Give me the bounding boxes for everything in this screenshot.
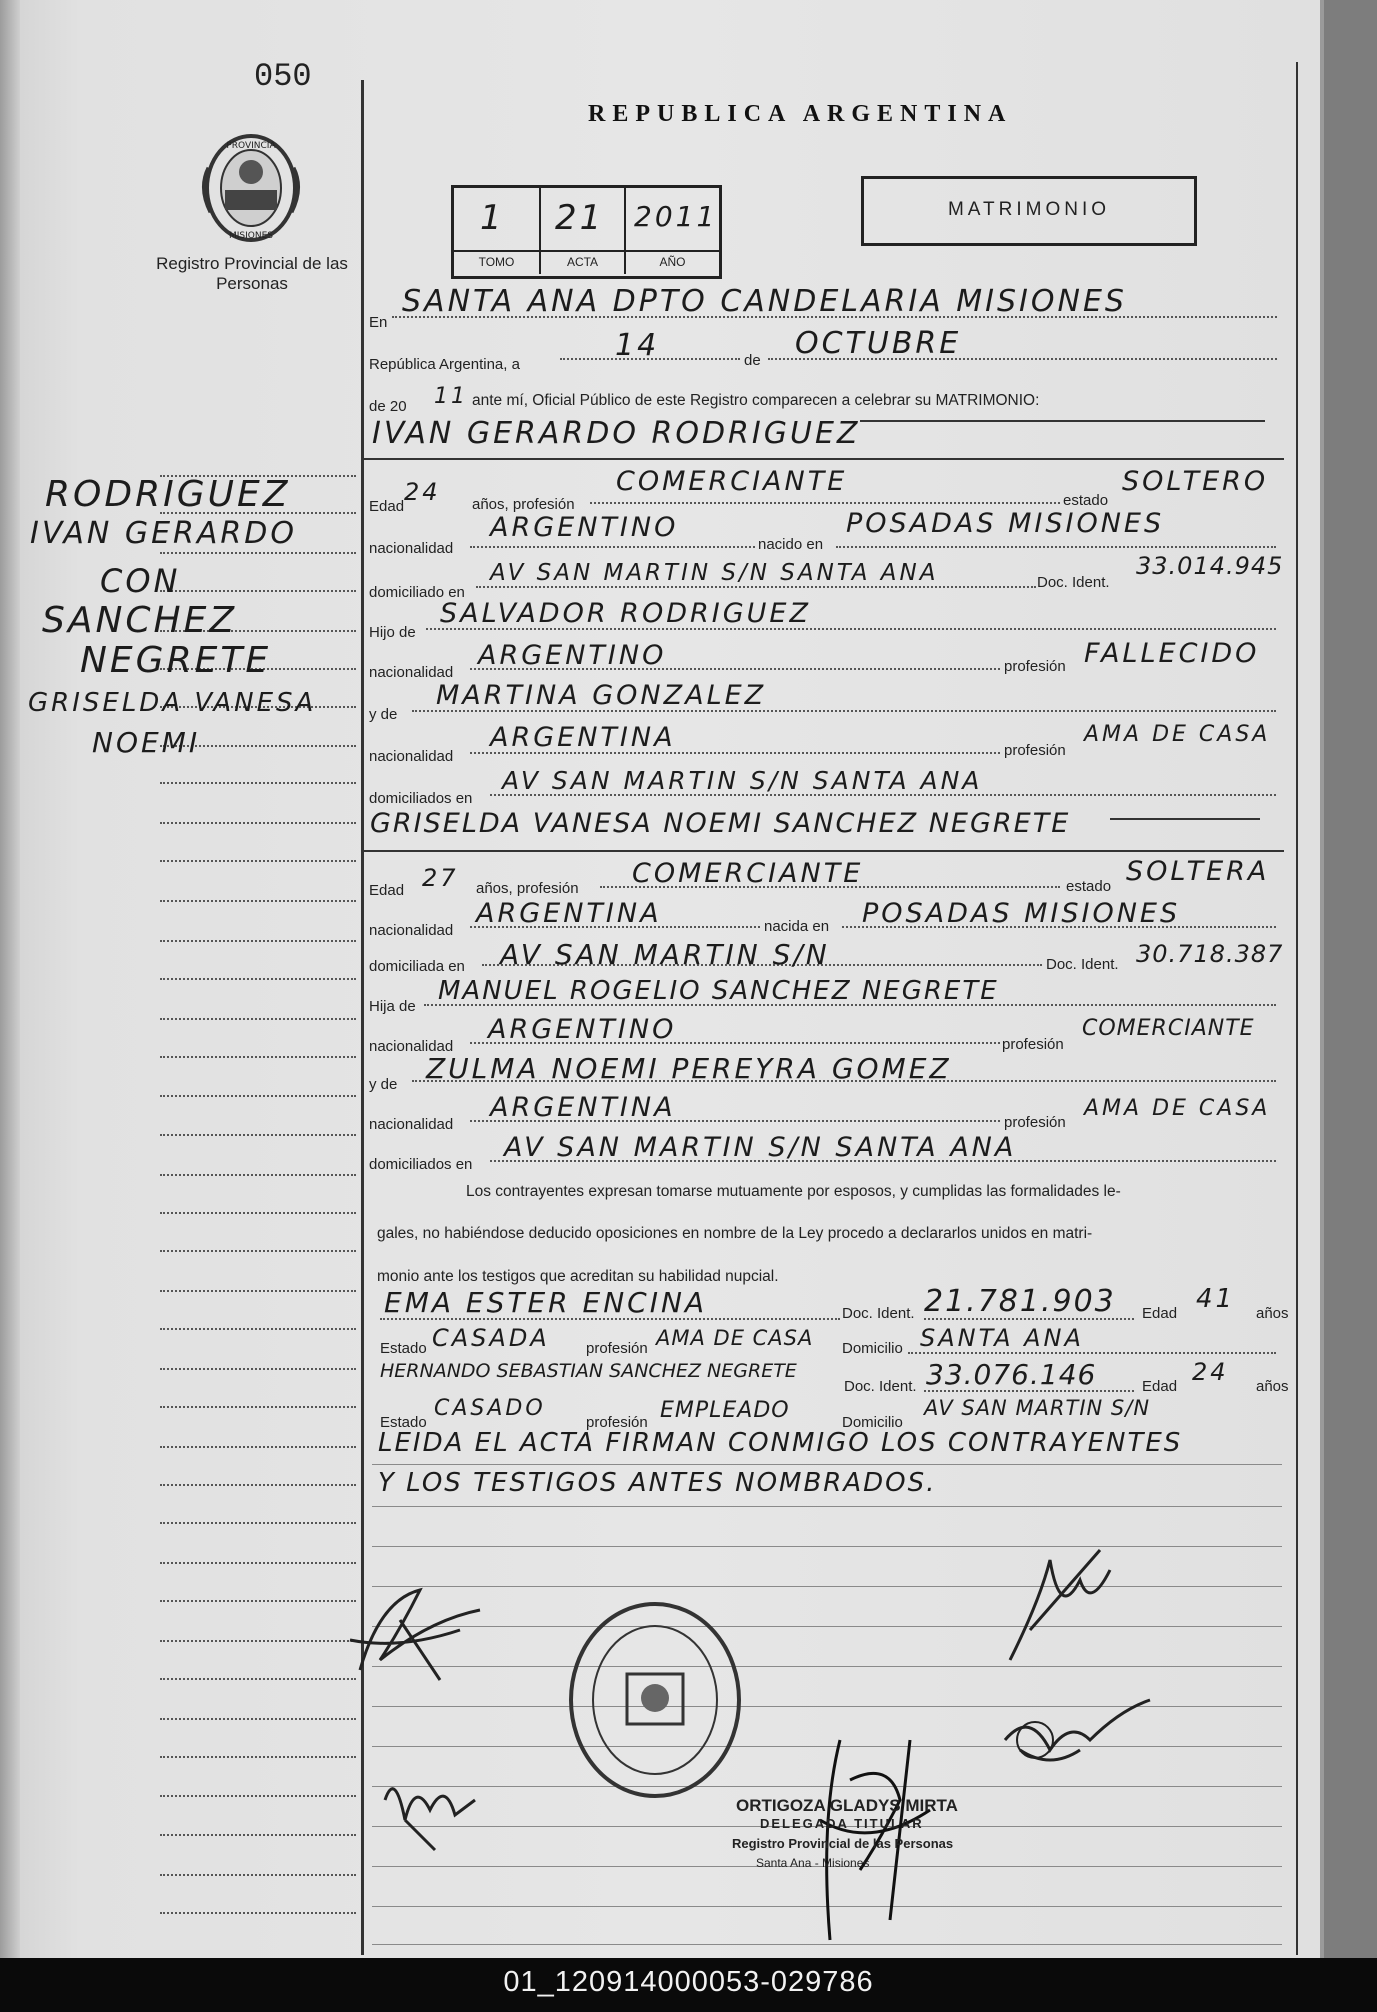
margin-rule bbox=[160, 860, 356, 862]
acta-reference-box bbox=[451, 185, 722, 279]
madre-nac-label: nacionalidad bbox=[369, 748, 454, 765]
doc-label: Doc. Ident. bbox=[1046, 956, 1119, 973]
page-number: 050 bbox=[254, 58, 312, 95]
closing-line: LEIDA EL ACTA FIRMAN CONMIGO LOS CONTRAYENTES bbox=[378, 1428, 1183, 1458]
margin-note-line: NEGRETE bbox=[80, 640, 272, 681]
margin-note-line: NOEMI bbox=[92, 726, 201, 759]
ruled-line bbox=[372, 1626, 1282, 1627]
padres-dom-label: domiciliados en bbox=[369, 790, 473, 807]
field-line bbox=[1110, 818, 1260, 820]
bride-doc: 30.718.387 bbox=[1136, 940, 1284, 968]
field-line bbox=[836, 546, 1276, 548]
section-divider bbox=[364, 850, 1284, 852]
margin-rule bbox=[160, 1874, 356, 1876]
madre-label: y de bbox=[369, 1076, 398, 1093]
profesion-label: profesión bbox=[586, 1414, 648, 1431]
domicilio-label: domiciliado en bbox=[369, 584, 465, 601]
edad-label: Edad bbox=[369, 882, 405, 899]
svg-text:MISIONES: MISIONES bbox=[228, 231, 274, 241]
groom-madre-prof: AMA DE CASA bbox=[1084, 722, 1271, 747]
margin-rule bbox=[160, 978, 356, 980]
witness-profesion: EMPLEADO bbox=[660, 1398, 790, 1423]
nacida-label: nacida en bbox=[764, 918, 830, 935]
signature-witness-1 bbox=[990, 1540, 1130, 1670]
profesion-label: años, profesión bbox=[476, 880, 579, 897]
madre-prof-label: profesión bbox=[1004, 1114, 1066, 1131]
witness-name: EMA ESTER ENCINA bbox=[384, 1286, 708, 1319]
bride-padres-dom: AV SAN MARTIN S/N SANTA ANA bbox=[504, 1132, 1017, 1163]
margin-rule bbox=[160, 1174, 356, 1176]
right-border bbox=[1296, 62, 1298, 1955]
padre-nac-label: nacionalidad bbox=[369, 1038, 454, 1055]
madre-nac-label: nacionalidad bbox=[369, 1116, 454, 1133]
witness-edad: 41 bbox=[1196, 1284, 1236, 1314]
domicilio-label: Domicilio bbox=[842, 1414, 903, 1431]
tomo-value: 1 bbox=[480, 198, 505, 238]
witness-profesion: AMA DE CASA bbox=[656, 1326, 814, 1350]
domicilio-label: domiciliada en bbox=[369, 958, 465, 975]
ruled-line bbox=[372, 1506, 1282, 1507]
groom-estado: SOLTERO bbox=[1122, 466, 1269, 497]
margin-rule bbox=[160, 1250, 356, 1252]
nacido-label: nacido en bbox=[758, 536, 824, 553]
madre-label: y de bbox=[369, 706, 398, 723]
edad-label: Edad bbox=[1142, 1305, 1178, 1322]
profesion-label: años, profesión bbox=[472, 496, 575, 513]
margin-rule bbox=[160, 1056, 356, 1058]
groom-doc: 33.014.945 bbox=[1136, 552, 1284, 580]
closing-line: Y LOS TESTIGOS ANTES NOMBRADOS. bbox=[378, 1468, 937, 1498]
groom-nacido-en: POSADAS MISIONES bbox=[846, 508, 1165, 539]
doc-label: Doc. Ident. bbox=[1037, 574, 1110, 591]
doc-label: Doc. Ident. bbox=[844, 1378, 917, 1395]
anios-label: años bbox=[1256, 1305, 1289, 1322]
month-value: OCTUBRE bbox=[795, 326, 962, 361]
margin-rule bbox=[160, 1756, 356, 1758]
bride-estado: SOLTERA bbox=[1126, 856, 1270, 887]
field-line bbox=[470, 546, 755, 548]
nacionalidad-label: nacionalidad bbox=[369, 922, 454, 939]
estado-label: Estado bbox=[380, 1414, 427, 1431]
signature-official bbox=[780, 1720, 970, 1950]
witness-doc: 21.781.903 bbox=[924, 1284, 1116, 1319]
delegation-seal-icon bbox=[565, 1600, 745, 1800]
witness-estado: CASADO bbox=[434, 1396, 546, 1421]
groom-padre: SALVADOR RODRIGUEZ bbox=[440, 598, 811, 629]
witness-estado: CASADA bbox=[432, 1324, 550, 1352]
ruled-line bbox=[372, 1464, 1282, 1465]
padre-prof-label: profesión bbox=[1004, 658, 1066, 675]
margin-rule bbox=[160, 1446, 356, 1448]
margin-rule bbox=[160, 1290, 356, 1292]
margin-rule bbox=[160, 1406, 356, 1408]
groom-profesion: COMERCIANTE bbox=[616, 466, 848, 497]
declaration-line: monio ante los testigos que acreditan su habilidad nupcial. bbox=[377, 1268, 779, 1285]
margin-rule bbox=[160, 1134, 356, 1136]
bride-edad: 27 bbox=[422, 864, 459, 892]
estado-label: estado bbox=[1063, 492, 1109, 509]
declaration-line: gales, no habiéndose deducido oposiciones en nombre de la Ley procedo a declararlos unidos en matri- bbox=[377, 1225, 1093, 1242]
book-spine bbox=[0, 0, 20, 1958]
margin-rule bbox=[160, 1328, 356, 1330]
margin-rule bbox=[160, 590, 356, 592]
field-line bbox=[908, 1352, 1276, 1354]
official-location: Santa Ana - Misiones bbox=[756, 1856, 870, 1870]
registry-name: Registro Provincial de las Personas bbox=[156, 254, 348, 293]
margin-rule bbox=[160, 1212, 356, 1214]
nacionalidad-label: nacionalidad bbox=[369, 540, 454, 557]
svg-text:PROVINCIA: PROVINCIA bbox=[226, 141, 276, 151]
record-type-box bbox=[861, 176, 1197, 246]
place-value: SANTA ANA DPTO CANDELARIA MISIONES bbox=[402, 284, 1127, 319]
groom-nacionalidad: ARGENTINO bbox=[490, 512, 679, 543]
margin-rule bbox=[160, 782, 356, 784]
estado-label: estado bbox=[1066, 878, 1112, 895]
padres-dom-label: domiciliados en bbox=[369, 1156, 473, 1173]
margin-rule bbox=[160, 1562, 356, 1564]
section-divider bbox=[364, 458, 1284, 460]
bride-profesion: COMERCIANTE bbox=[632, 858, 864, 889]
domicilio-label: Domicilio bbox=[842, 1340, 903, 1357]
witness-edad: 24 bbox=[1192, 1358, 1229, 1386]
groom-madre: MARTINA GONZALEZ bbox=[436, 680, 767, 711]
bride-padre-prof: COMERCIANTE bbox=[1082, 1016, 1255, 1041]
ruled-line bbox=[372, 1666, 1282, 1667]
anio-value: 2011 bbox=[634, 200, 718, 233]
acta-value: 21 bbox=[555, 198, 605, 238]
margin-rule bbox=[160, 1834, 356, 1836]
groom-padre-prof: FALLECIDO bbox=[1084, 638, 1260, 669]
madre-prof-label: profesión bbox=[1004, 742, 1066, 759]
margin-note-line: IVAN GERARDO bbox=[30, 516, 297, 551]
margin-rule bbox=[160, 552, 356, 554]
margin-rule bbox=[160, 1018, 356, 1020]
bride-madre-prof: AMA DE CASA bbox=[1084, 1096, 1271, 1121]
signature-groom bbox=[340, 1560, 500, 1690]
day-value: 14 bbox=[615, 328, 660, 363]
estado-label: Estado bbox=[380, 1340, 427, 1357]
intro-statement: ante mí, Oficial Público de este Registro comparecen a celebrar su MATRIMONIO: bbox=[472, 392, 1040, 409]
en-label: En bbox=[369, 314, 388, 331]
margin-rule bbox=[160, 1095, 356, 1097]
margin-rule bbox=[160, 1522, 356, 1524]
official-name: ORTIGOZA GLADYS MIRTA bbox=[736, 1796, 958, 1815]
de-label: de bbox=[744, 352, 761, 369]
padre-prof-label: profesión bbox=[1002, 1036, 1064, 1053]
margin-rule bbox=[160, 1600, 356, 1602]
bride-padre: MANUEL ROGELIO SANCHEZ NEGRETE bbox=[438, 976, 999, 1006]
acta-cell bbox=[541, 188, 626, 250]
declaration-line: Los contrayentes expresan tomarse mutuamente por esposos, y cumplidas las formalidades le- bbox=[466, 1183, 1121, 1200]
bride-madre-nac: ARGENTINA bbox=[490, 1092, 676, 1123]
field-line bbox=[476, 586, 1036, 588]
field-line bbox=[380, 1318, 840, 1320]
witness-doc: 33.076.146 bbox=[926, 1358, 1097, 1391]
acta-label: ACTA bbox=[541, 252, 626, 274]
padre-label: Hija de bbox=[369, 998, 416, 1015]
bride-nacida-en: POSADAS MISIONES bbox=[862, 898, 1181, 929]
field-line bbox=[590, 502, 1060, 504]
ruled-line bbox=[372, 1546, 1282, 1547]
edad-label: Edad bbox=[369, 498, 405, 515]
signature-bride bbox=[375, 1760, 495, 1860]
groom-name: IVAN GERARDO RODRIGUEZ bbox=[372, 416, 861, 451]
margin-rule bbox=[160, 940, 356, 942]
scan-code: 01_120914000053-029786 bbox=[503, 1966, 874, 1998]
padre-nac-label: nacionalidad bbox=[369, 664, 454, 681]
margin-note-line: GRISELDA VANESA bbox=[28, 688, 317, 718]
groom-madre-nac: ARGENTINA bbox=[490, 722, 676, 753]
margin-rule bbox=[160, 822, 356, 824]
witness-domicilio: AV SAN MARTIN S/N bbox=[924, 1396, 1151, 1420]
margin-note-line: CON bbox=[100, 562, 181, 600]
bride-padre-nac: ARGENTINO bbox=[488, 1014, 677, 1045]
year-suffix: 11 bbox=[434, 384, 468, 409]
country-title: REPUBLICA ARGENTINA bbox=[588, 101, 1013, 127]
edad-label: Edad bbox=[1142, 1378, 1178, 1395]
groom-domicilio: AV SAN MARTIN S/N SANTA ANA bbox=[490, 560, 939, 586]
margin-note-line: RODRIGUEZ bbox=[45, 474, 291, 515]
margin-note-line: SANCHEZ bbox=[42, 600, 238, 641]
ruled-line bbox=[372, 1586, 1282, 1587]
doc-label: Doc. Ident. bbox=[842, 1305, 915, 1322]
bride-nacionalidad: ARGENTINA bbox=[476, 898, 662, 929]
margin-rule bbox=[160, 1912, 356, 1914]
record-type: MATRIMONIO bbox=[947, 199, 1111, 220]
witness-name: HERNANDO SEBASTIAN SANCHEZ NEGRETE bbox=[380, 1360, 797, 1382]
tomo-cell bbox=[454, 188, 541, 250]
anios-label: años bbox=[1256, 1378, 1289, 1395]
margin-rule bbox=[160, 1718, 356, 1720]
bride-name: GRISELDA VANESA NOEMI SANCHEZ NEGRETE bbox=[370, 808, 1071, 839]
groom-padres-dom: AV SAN MARTIN S/N SANTA ANA bbox=[502, 766, 983, 795]
field-line bbox=[860, 420, 1265, 422]
profesion-label: profesión bbox=[586, 1340, 648, 1357]
margin-rule bbox=[160, 900, 356, 902]
official-title: DELEGADA TITULAR bbox=[760, 1816, 924, 1831]
signature-witness-2 bbox=[990, 1680, 1170, 1790]
tomo-label: TOMO bbox=[454, 252, 541, 274]
province-coat-of-arms-icon bbox=[195, 128, 307, 246]
anio-label: AÑO bbox=[659, 255, 686, 269]
year-prefix: de 20 bbox=[369, 398, 407, 415]
margin-rule bbox=[160, 1640, 356, 1642]
witness-domicilio: SANTA ANA bbox=[920, 1324, 1084, 1352]
anio-cell bbox=[626, 188, 719, 250]
margin-rule bbox=[160, 1795, 356, 1797]
official-registry: Registro Provincial de las Personas bbox=[732, 1836, 954, 1851]
margin-rule bbox=[160, 1678, 356, 1680]
groom-padre-nac: ARGENTINO bbox=[478, 640, 667, 671]
groom-edad: 24 bbox=[404, 478, 441, 506]
bride-madre: ZULMA NOEMI PEREYRA GOMEZ bbox=[426, 1052, 952, 1085]
bride-domicilio: AV SAN MARTIN S/N bbox=[500, 938, 830, 971]
margin-rule bbox=[160, 1368, 356, 1370]
padre-label: Hijo de bbox=[369, 624, 416, 641]
margin-rule bbox=[160, 1484, 356, 1486]
republica-label: República Argentina, a bbox=[369, 356, 520, 373]
